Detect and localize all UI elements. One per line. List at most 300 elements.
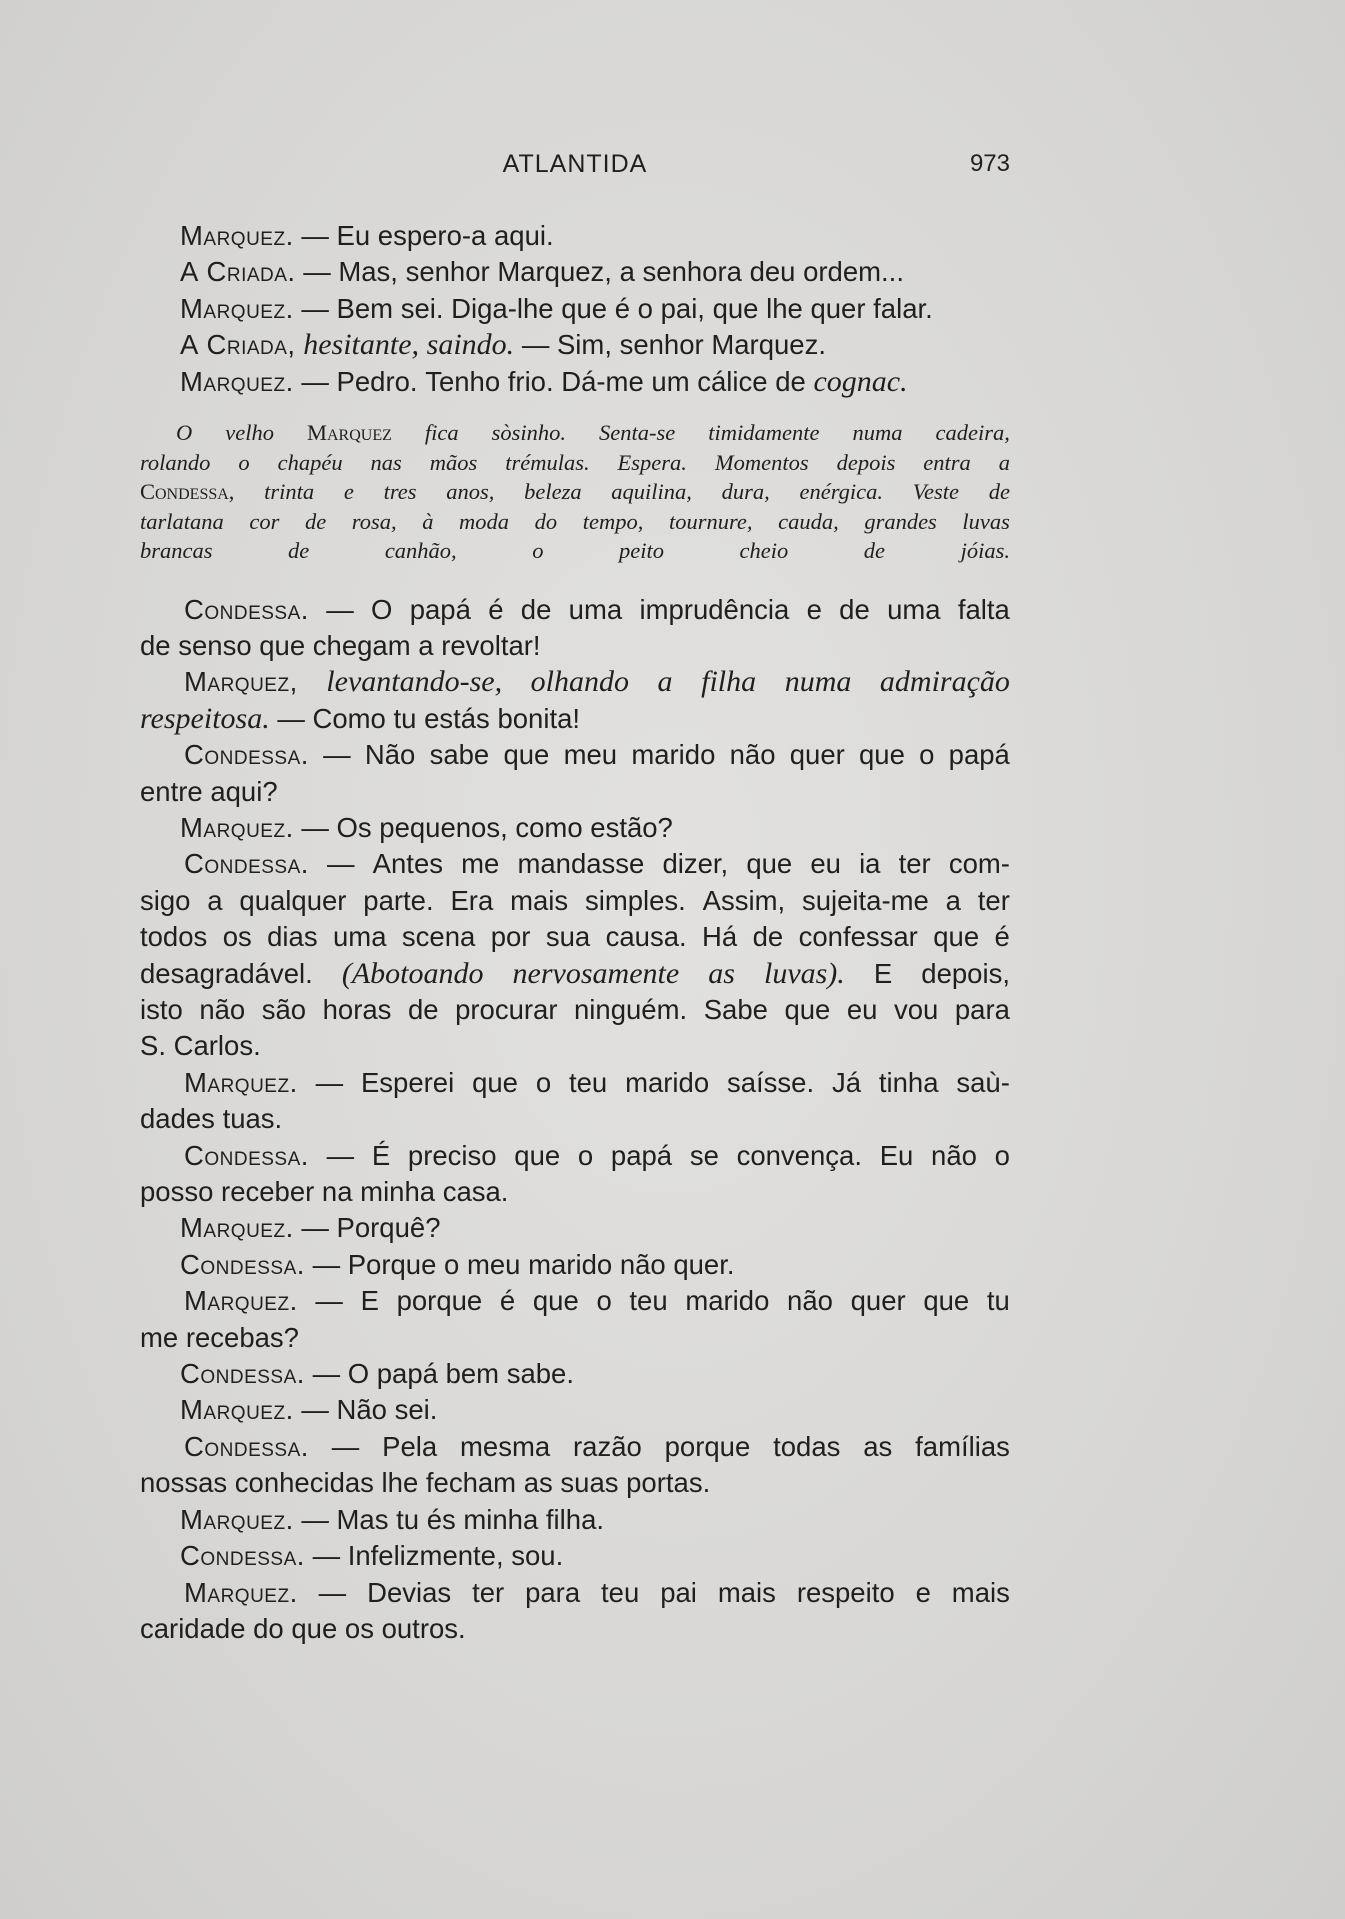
play-text [140,218,1010,1647]
word: numa [784,665,852,699]
text-line [140,1283,1010,1319]
word: Pela [382,1430,438,1462]
word: minha [463,1503,539,1535]
stage-line [140,418,1010,448]
word: Marquez [306,420,392,446]
word: Diga-lhe [451,292,554,324]
word: Condessa. [180,1358,305,1390]
stage-line [140,536,1010,566]
word: — [318,1576,347,1608]
word: mais [951,1576,1010,1608]
word: e [915,1576,931,1608]
word: cognac. [813,364,908,398]
text-line [140,364,1010,400]
word: teu [568,1066,608,1098]
word: Marquez. [711,329,826,361]
word: velho [225,420,274,446]
word: a [207,884,223,916]
text-line [140,883,1010,919]
text-line [140,1028,1010,1064]
word: senhor [619,329,704,361]
word: frio. [507,365,554,397]
word: sabe. [506,1358,574,1390]
word: respeitosa. [140,701,270,735]
word: que [923,1285,970,1317]
word: os [222,921,252,953]
word: que [532,1285,579,1317]
word: A [180,329,199,361]
word: tempo, [582,508,644,534]
word: procurar [455,994,558,1025]
word: o [532,538,544,564]
word: jóias. [960,538,1010,564]
stage-line [140,448,1010,478]
word: és [426,1503,456,1535]
word: sabe [429,739,490,771]
word: Eu [879,1139,914,1171]
word: A [180,256,199,288]
word: que [472,1066,518,1098]
word: que [746,848,793,880]
word: Condessa. [184,1430,309,1462]
word: nervosamente [512,956,680,990]
word: entre [140,775,203,807]
word: tinha [878,1066,939,1098]
word: de [304,508,327,534]
word: de [775,365,806,397]
word: Porquê? [336,1212,441,1244]
word: ordem... [803,256,904,288]
word: as [523,1467,553,1499]
word: que [784,994,831,1025]
word: desagradável. [140,957,313,989]
word: Momentos [714,449,809,475]
word: tournure, [668,508,753,534]
word: horas [322,994,392,1025]
word: como [515,811,583,843]
word: falta [957,593,1010,625]
word: chegam [312,629,411,661]
word: vou [894,994,939,1025]
stage-line [140,477,1010,507]
word: com- [948,848,1010,880]
word: tres [383,479,417,505]
word: que [259,629,306,661]
word: Marquez. [180,1503,294,1535]
word: Marquez. [184,1576,298,1608]
word: mais [510,884,569,916]
text-line [140,1465,1010,1501]
text-line [140,774,1010,810]
word: — [323,739,351,771]
word: um [651,365,690,397]
text-line [140,956,1010,992]
word: de [988,479,1010,505]
word: Marquez. [180,292,294,324]
word: Não [364,739,416,771]
word: a [657,665,673,699]
word: que [859,739,905,771]
text-line [140,628,1010,664]
text-line [140,1174,1010,1210]
word: hesitante, [303,328,420,362]
word: Bem [336,292,394,324]
word: E [360,1285,379,1317]
text-line [140,1320,1010,1356]
word: o [238,449,250,475]
word: — [315,1285,343,1317]
word: — [301,811,329,843]
word: mesma [460,1430,551,1462]
word: que [561,292,608,324]
word: rosa, [351,508,397,534]
word: o [577,1139,594,1171]
word: Esperei [360,1066,455,1098]
word: revoltar! [441,629,541,661]
word: Marquez. [180,220,294,251]
word: marido [625,1066,710,1098]
word: anos, [446,479,495,505]
word: scena [401,921,476,953]
word: o [535,1066,552,1098]
text-line [140,291,1010,327]
word: Criada, [206,329,296,361]
word: porque [396,1285,483,1317]
word: — [312,1358,341,1390]
word: que [503,739,550,771]
text-line [140,327,1010,363]
word: Sabe [703,994,768,1025]
word: — [315,1066,344,1098]
word: — [301,292,329,324]
word: Condessa. [184,1139,309,1171]
word: papá [409,593,471,625]
word: do [534,508,558,534]
word: quer [850,1285,906,1317]
word: tu [396,1503,420,1535]
word: — [301,220,329,251]
word: aquilina, [611,479,692,505]
word: Porque [347,1248,437,1280]
word: filha. [545,1503,605,1535]
word: O [347,1358,370,1390]
word: Condessa. [184,848,309,880]
text-line [140,701,1010,737]
word: Veste [912,479,959,505]
word: sei. [400,292,444,324]
word: — [331,1430,360,1462]
word: de [752,921,784,953]
word: aqui? [210,775,278,807]
word: fica [424,420,459,446]
running-head [140,150,1010,190]
word: marido [631,739,716,771]
word: O [176,420,193,446]
word: nossas [140,1467,228,1499]
word: suas [560,1467,619,1499]
word: Senta-se [599,420,676,446]
word: é [499,1285,516,1317]
word: deu [749,256,796,288]
word: não [787,1285,833,1317]
word: Dá-me [561,365,644,397]
word: — [303,256,331,288]
word: Condessa. [180,1248,305,1280]
word: é [488,593,504,625]
word: mandasse [517,848,645,880]
word: numa [852,420,903,446]
word: eu [810,848,841,880]
word: sòsinho. [491,420,567,446]
word: — [327,848,355,880]
text-line [140,1247,1010,1283]
word: à [422,508,434,534]
word: portas. [626,1467,711,1499]
word: dizer, [662,848,729,880]
word: tuas. [222,1103,283,1135]
word: sou. [511,1540,564,1572]
text-line [140,1429,1010,1465]
text-line [140,919,1010,955]
word: e [806,593,822,625]
word: entra [923,449,971,475]
word: Era [450,884,494,916]
word: de [839,593,870,625]
word: sua [545,921,591,953]
text-line [140,1502,1010,1538]
stage-direction [140,418,1010,566]
word: meu [563,739,618,771]
word: de [288,538,310,564]
word: não [619,1248,666,1280]
word: — [521,329,550,361]
word: que [933,921,980,953]
word: sigo [140,884,191,916]
word: o [596,1285,612,1317]
word: Antes [372,848,443,880]
word: de [520,593,552,625]
word: luvas). [763,956,845,990]
word: canhão, [384,538,457,564]
word: o [444,1248,460,1280]
text-line [140,218,1010,254]
word: Tenho [425,365,501,397]
word: papá [376,1358,438,1390]
page-number: 973 [969,150,1010,177]
word: são [261,994,307,1025]
word: teu [601,1576,640,1608]
word: me [140,1321,179,1353]
word: de [863,538,886,564]
word: a [945,884,961,916]
word: mais [717,1576,776,1608]
stage-line [140,507,1010,537]
word: Marquez. [180,1394,294,1426]
word: Devias [367,1576,452,1608]
word: Condessa. [180,1540,305,1572]
text-line [140,1538,1010,1574]
word: brancas [140,538,213,564]
word: ter [472,1576,505,1608]
word: por [490,921,531,953]
word: é [994,921,1010,953]
word: simples. [584,884,686,916]
word: Como [312,702,386,734]
word: enérgica. [799,479,884,505]
word: parte. [363,884,434,916]
word: quer [810,292,866,324]
word: nas [370,449,402,475]
word: Condessa. [184,739,309,771]
word: tu [393,702,417,734]
word: o [637,292,653,324]
word: na [321,1176,353,1208]
text-line [140,1575,1010,1611]
word: Assim, [702,884,786,916]
word: se [689,1139,719,1171]
word: dura, [721,479,770,505]
word: depois [836,449,896,475]
word: Marquez, [184,666,298,698]
word: peito [619,538,664,564]
word: trémulas. [505,449,590,475]
word: tu [986,1285,1010,1317]
word: cadeira, [935,420,1010,446]
word: tarlatana [140,508,224,534]
word: não [729,739,776,771]
word: quer [789,739,845,771]
word: Condessa. [184,593,309,625]
word: e [343,479,354,505]
text-line [140,1210,1010,1246]
word: espero-a [377,220,487,251]
word: grandes [864,508,937,534]
text-line [140,1392,1010,1428]
word: — [326,1139,355,1171]
word: uma [333,921,387,953]
text-line [140,254,1010,290]
word: qualquer [239,884,347,916]
word: senhor [405,256,490,288]
word: Mas [336,1503,389,1535]
word: Há [702,921,738,953]
word: lhe [766,292,803,324]
word: porque [664,1430,751,1462]
word: — [277,702,305,734]
word: que [712,292,759,324]
word: E [873,957,893,989]
word: outros. [381,1612,466,1644]
word: convença. [736,1139,862,1171]
word: ia [859,848,881,880]
word: senhora [642,256,742,288]
word: minha [360,1176,436,1208]
word: Os [336,811,372,843]
word: conhecidas [234,1467,374,1499]
word: a [619,256,635,288]
word: luvas [962,508,1010,534]
word: o [994,1139,1010,1171]
word: (Abotoando [341,956,484,990]
word: S. [140,1030,166,1062]
word: O [371,593,393,625]
word: estão? [590,811,673,843]
word: marido [685,1285,770,1317]
word: o [919,739,935,771]
word: — [301,1394,329,1426]
word: que [514,1139,561,1171]
word: meu [466,1248,521,1280]
word: do [253,1612,284,1644]
word: eu [846,994,878,1025]
word: teu [629,1285,668,1317]
word: — [301,1212,329,1244]
word: caridade [140,1612,246,1644]
word: — [301,1503,329,1535]
word: falar. [873,292,933,324]
word: Espera. [617,449,687,475]
running-title: ATLANTIDA [502,150,648,178]
word: sujeita-me [801,884,929,916]
word: senso [178,629,252,661]
word: causa. [605,921,687,953]
word: razão [573,1430,642,1462]
word: dades [140,1103,215,1135]
word: de [407,994,439,1025]
word: a [418,629,434,661]
word: recebas? [185,1321,299,1353]
word: as [863,1430,893,1462]
word: chapéu [277,449,343,475]
word: ninguém. [574,994,688,1025]
word: estás [424,702,490,734]
text-line [140,810,1010,846]
word: bem [445,1358,500,1390]
word: timidamente [708,420,820,446]
word: pequenos, [379,811,508,843]
word: todos [140,921,208,953]
word: Carlos. [173,1030,261,1062]
word: Marquez. [180,811,294,843]
text-line [140,1065,1010,1101]
word: — [301,365,329,397]
word: filha [701,665,757,699]
word: dias [267,921,318,953]
word: me [461,848,500,880]
text-line [140,992,1010,1028]
word: aqui. [493,220,554,251]
word: Marquez. [180,365,294,397]
text-line [140,1138,1010,1174]
word: respeito [796,1576,895,1608]
word: Sim, [556,329,612,361]
word: para [525,1576,581,1608]
word: admiração [879,665,1010,699]
word: quer. [673,1248,735,1280]
word: receber [221,1176,315,1208]
word: papá [948,739,1010,771]
word: É [371,1139,391,1171]
word: mãos [429,449,478,475]
word: a [998,449,1010,475]
word: cálice [697,365,768,397]
text-line [140,592,1010,628]
word: cauda, [778,508,839,534]
word: lhe [381,1467,419,1499]
word: — [312,1540,341,1572]
word: Não [336,1394,387,1426]
text-line [140,1101,1010,1137]
